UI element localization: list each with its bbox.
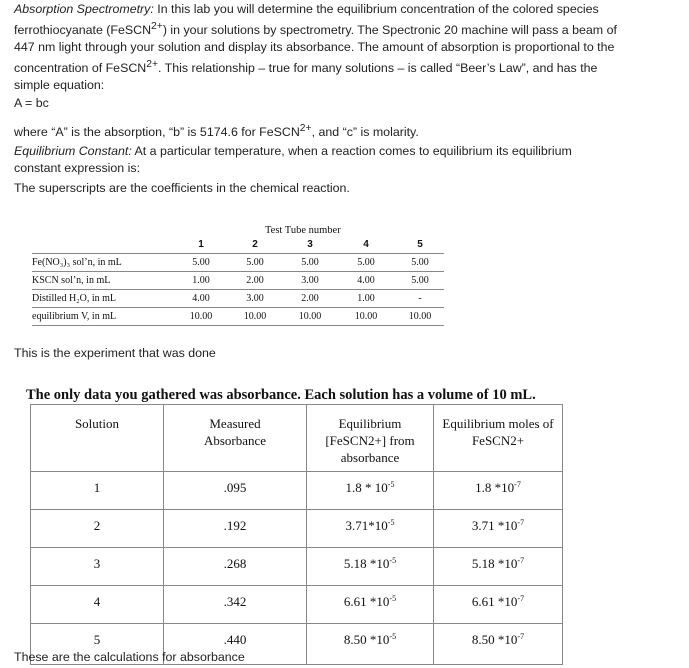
table-rule (32, 289, 444, 290)
solution-cell: 5 (31, 624, 164, 665)
test-tube-table (32, 225, 452, 330)
intro-lead: Absorption Spectrometry: (14, 2, 154, 16)
absorbance-cell: .095 (164, 472, 307, 510)
concentration-mantissa: 1.8 * 10 (345, 480, 388, 495)
tube-cell: 3.00 (246, 293, 264, 304)
tube-cell: 2.00 (246, 275, 264, 286)
concentration-mantissa: 8.50 *10 (343, 632, 390, 647)
header-equilibrium-concentration (307, 405, 434, 472)
tube-cell: 1.00 (357, 293, 375, 304)
table-rule (32, 271, 444, 272)
tube-row-label: Distilled H₂O, in mL (32, 293, 117, 304)
tube-col-header: 2 (252, 239, 258, 250)
header-measured-absorbance (164, 405, 307, 472)
superscripts-note: The superscripts are the coefficients in the chemical reaction. (14, 181, 350, 195)
test-tube-caption: Test Tube number (265, 225, 341, 236)
tube-cell: 3.00 (301, 275, 319, 286)
intro-paragraph (14, 1, 619, 94)
moles-mantissa: 3.71 *10 (471, 518, 518, 533)
header-solution: Solution (31, 405, 164, 472)
absorbance-cell: .342 (164, 586, 307, 624)
intro-text-1: In this lab you will determine the equilibrium concentration of the colored species ferrothiocyanate (FeSCN (14, 2, 599, 38)
absorbance-table (30, 404, 563, 665)
concentration-exponent: -5 (389, 556, 397, 565)
moles-cell (434, 472, 563, 510)
moles-cell (434, 510, 563, 548)
concentration-cell (307, 548, 434, 586)
equilibrium-constant-paragraph (14, 143, 614, 177)
tube-cell: 2.00 (301, 293, 319, 304)
tube-cell: 5.00 (411, 257, 429, 268)
tube-cell: 1.00 (192, 275, 210, 286)
moles-cell (434, 586, 563, 624)
tube-row-label: KSCN sol’n, in mL (32, 275, 111, 286)
tube-cell: 4.00 (192, 293, 210, 304)
tube-cell: 10.00 (354, 311, 378, 322)
tube-cell: 10.00 (189, 311, 213, 322)
where-text-1: where “A” is the absorption, “b” is 5174.6 for FeSCN (14, 125, 300, 140)
data-table-title: The only data you gathered was absorbance. Each solution has a volume of 10 mL. (26, 387, 536, 403)
table-rule (32, 325, 444, 326)
absorbance-cell: .268 (164, 548, 307, 586)
concentration-cell (307, 472, 434, 510)
tube-cell: 4.00 (357, 275, 375, 286)
header-equilibrium-concentration-text: Equilibrium [FeSCN2+] from absorbance (325, 416, 415, 465)
tube-cell: 5.00 (411, 275, 429, 286)
solution-cell: 1 (31, 472, 164, 510)
table-row (31, 510, 563, 548)
moles-mantissa: 6.61 *10 (471, 594, 518, 609)
moles-cell (434, 624, 563, 665)
concentration-cell (307, 624, 434, 665)
tube-col-header: 3 (307, 239, 313, 250)
table-row (31, 472, 563, 510)
tube-col-header: 5 (417, 239, 423, 250)
moles-exponent: -7 (517, 556, 525, 565)
moles-exponent: -7 (517, 518, 525, 527)
tube-cell: - (418, 293, 422, 304)
solution-cell: 2 (31, 510, 164, 548)
tube-row-label: equilibrium V, in mL (32, 311, 117, 322)
tube-cell: 10.00 (408, 311, 432, 322)
concentration-mantissa: 3.71*10 (345, 518, 388, 533)
where-sup: 2+ (299, 123, 312, 134)
tube-col-header: 4 (363, 239, 369, 250)
tube-col-header: 1 (198, 239, 204, 250)
concentration-mantissa: 6.61 *10 (343, 594, 390, 609)
moles-cell (434, 548, 563, 586)
tube-cell: 10.00 (298, 311, 322, 322)
tube-cell: 5.00 (246, 257, 264, 268)
concentration-exponent: -5 (387, 480, 395, 489)
beers-law-formula: A = bc (14, 96, 49, 110)
table-header-row (31, 405, 563, 472)
concentration-mantissa: 5.18 *10 (343, 556, 390, 571)
concentration-cell (307, 586, 434, 624)
experiment-note: This is the experiment that was done (14, 346, 216, 360)
moles-exponent: -7 (517, 594, 525, 603)
moles-exponent: -7 (517, 632, 525, 641)
tube-cell: 5.00 (192, 257, 210, 268)
intro-text-3: . This relationship – true for many solutions – is called “Beer’s Law”, and has the simple equation: (14, 61, 598, 93)
moles-mantissa: 5.18 *10 (471, 556, 518, 571)
moles-mantissa: 1.8 *10 (475, 480, 515, 495)
header-equilibrium-moles-text: Equilibrium moles of FeSCN2+ (442, 416, 554, 448)
header-equilibrium-moles (434, 405, 563, 472)
table-row (31, 586, 563, 624)
absorbance-cell: .440 (164, 624, 307, 665)
solution-cell: 4 (31, 586, 164, 624)
intro-sup-2: 2+ (146, 59, 159, 71)
calculations-note: These are the calculations for absorbance (14, 650, 245, 664)
table-rule (32, 307, 444, 308)
intro-text-2: ) in your solutions by spectrometry. The Spectronic 20 machine will pass a beam of 447 nm light through your solution and display its absorbance. The amount of absorption is proportional to the concentration of FeSCN (14, 23, 617, 76)
tube-cell: 5.00 (357, 257, 375, 268)
intro-sup-1: 2+ (151, 21, 163, 32)
formula-explanation (14, 120, 419, 141)
tube-cell: 5.00 (301, 257, 319, 268)
moles-mantissa: 8.50 *10 (471, 632, 518, 647)
solution-cell: 3 (31, 548, 164, 586)
eq-const-text: At a particular temperature, when a reaction comes to equilibrium its equilibrium constant expression is: (14, 144, 572, 175)
concentration-exponent: -5 (389, 632, 397, 641)
absorbance-cell: .192 (164, 510, 307, 548)
tube-row-label: Fe(NO₃)₃ sol’n, in mL (32, 257, 122, 268)
eq-const-lead: Equilibrium Constant: (14, 144, 132, 158)
moles-exponent: -7 (514, 480, 521, 489)
concentration-cell (307, 510, 434, 548)
tube-cell: 10.00 (243, 311, 267, 322)
where-text-2: , and “c” is molarity. (311, 125, 419, 140)
concentration-exponent: -5 (387, 518, 395, 527)
table-row (31, 548, 563, 586)
table-rule (32, 253, 444, 254)
concentration-exponent: -5 (389, 594, 397, 603)
header-measured-absorbance-text: Measured Absorbance (203, 416, 267, 448)
